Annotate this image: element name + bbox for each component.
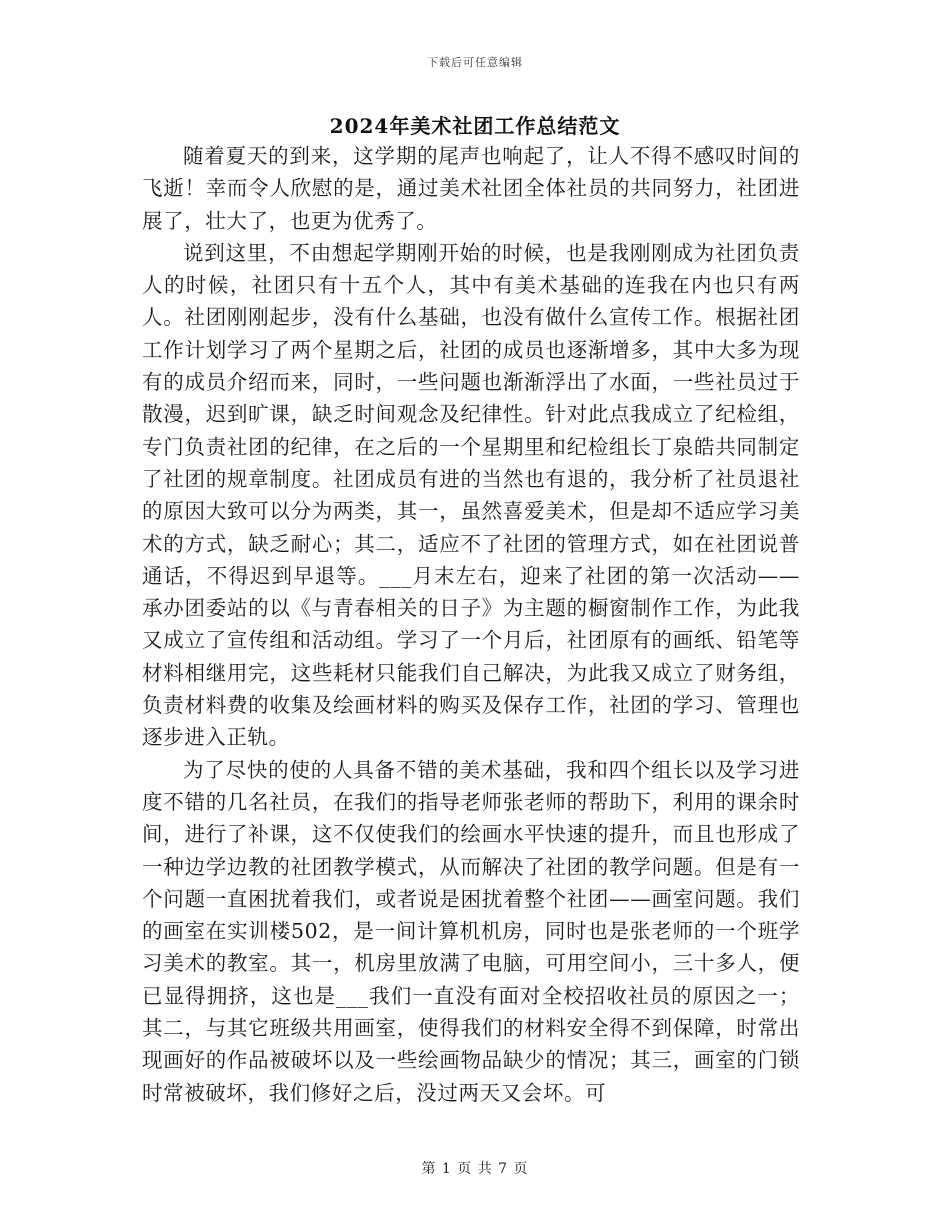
document-title: 2024年美术社团工作总结范文 [329, 114, 621, 138]
paragraph-3: 为了尽快的使的人具备不错的美术基础，我和四个组长以及学习进度不错的几名社员，在我们的指导老师张老师的帮助下，利用的课余时间，进行了补课，这不仅使我们的绘画水平快速的提升，而且也形成了一种边学边教的社团教学模式，从而解决了社团的教学问题。但是有一个问题一直困扰着我们，或者说是困扰着整个社团——画室问题。我们的画室在实训楼502，是一间计算机机房，同时也是张老师的一个班学习美术的教室。其一，机房里放满了电脑，可用空间小，三十多人，便已显得拥挤，这也是___我们一直没有面对全校招收社员的原因之一；其二，与其它班级共用画室，使得我们的材料安全得不到保障，时常出现画好的作品被破坏以及一些绘画物品缺少的情况；其三，画室的门锁时常被破坏，我们修好之后，没过两天又会坏。可 [142, 757, 800, 1105]
paragraph-2: 说到这里，不由想起学期刚开始的时候，也是我刚刚成为社团负责人的时候，社团只有十五个人，其中有美术基础的连我在内也只有两人。社团刚刚起步，没有什么基础，也没有做什么宣传工作。根据社团工作计划学习了两个星期之后，社团的成员也逐渐增多，其中大多为现有的成员介绍而来，同时，一些问题也渐渐浮出了水面，一些社员过于散漫，迟到旷课，缺乏时间观念及纪律性。针对此点我成立了纪检组，专门负责社团的纪律，在之后的一个星期里和纪检组长丁泉皓共同制定了社团的规章制度。社团成员有进的当然也有退的，我分析了社员退社的原因大致可以分为两类，其一，虽然喜爱美术，但是却不适应学习美术的方式，缺乏耐心；其二，适应不了社团的管理方式，如在社团说普通话，不得迟到早退等。___月末左右，迎来了社团的第一次活动——承办团委站的以《与青春相关的日子》为主题的橱窗制作工作，为此我又成立了宣传组和活动组。学习了一个月后，社团原有的画纸、铅笔等材料相继用完，这些耗材只能我们自己解决，为此我又成立了财务组，负责材料费的收集及绘画材料的购买及保存工作，社团的学习、管理也逐步进入正轨。 [142, 240, 800, 750]
header-note: 下载后可任意编辑 [427, 56, 523, 69]
document-body [142, 140, 800, 1109]
page-number: 第 1 页 共 7 页 [421, 1161, 529, 1177]
paragraph-1: 随着夏天的到来，这学期的尾声也响起了，让人不得不感叹时间的飞逝！幸而令人欣慰的是，通过美术社团全体社员的共同努力，社团进展了，壮大了，也更为优秀了。 [142, 144, 800, 233]
